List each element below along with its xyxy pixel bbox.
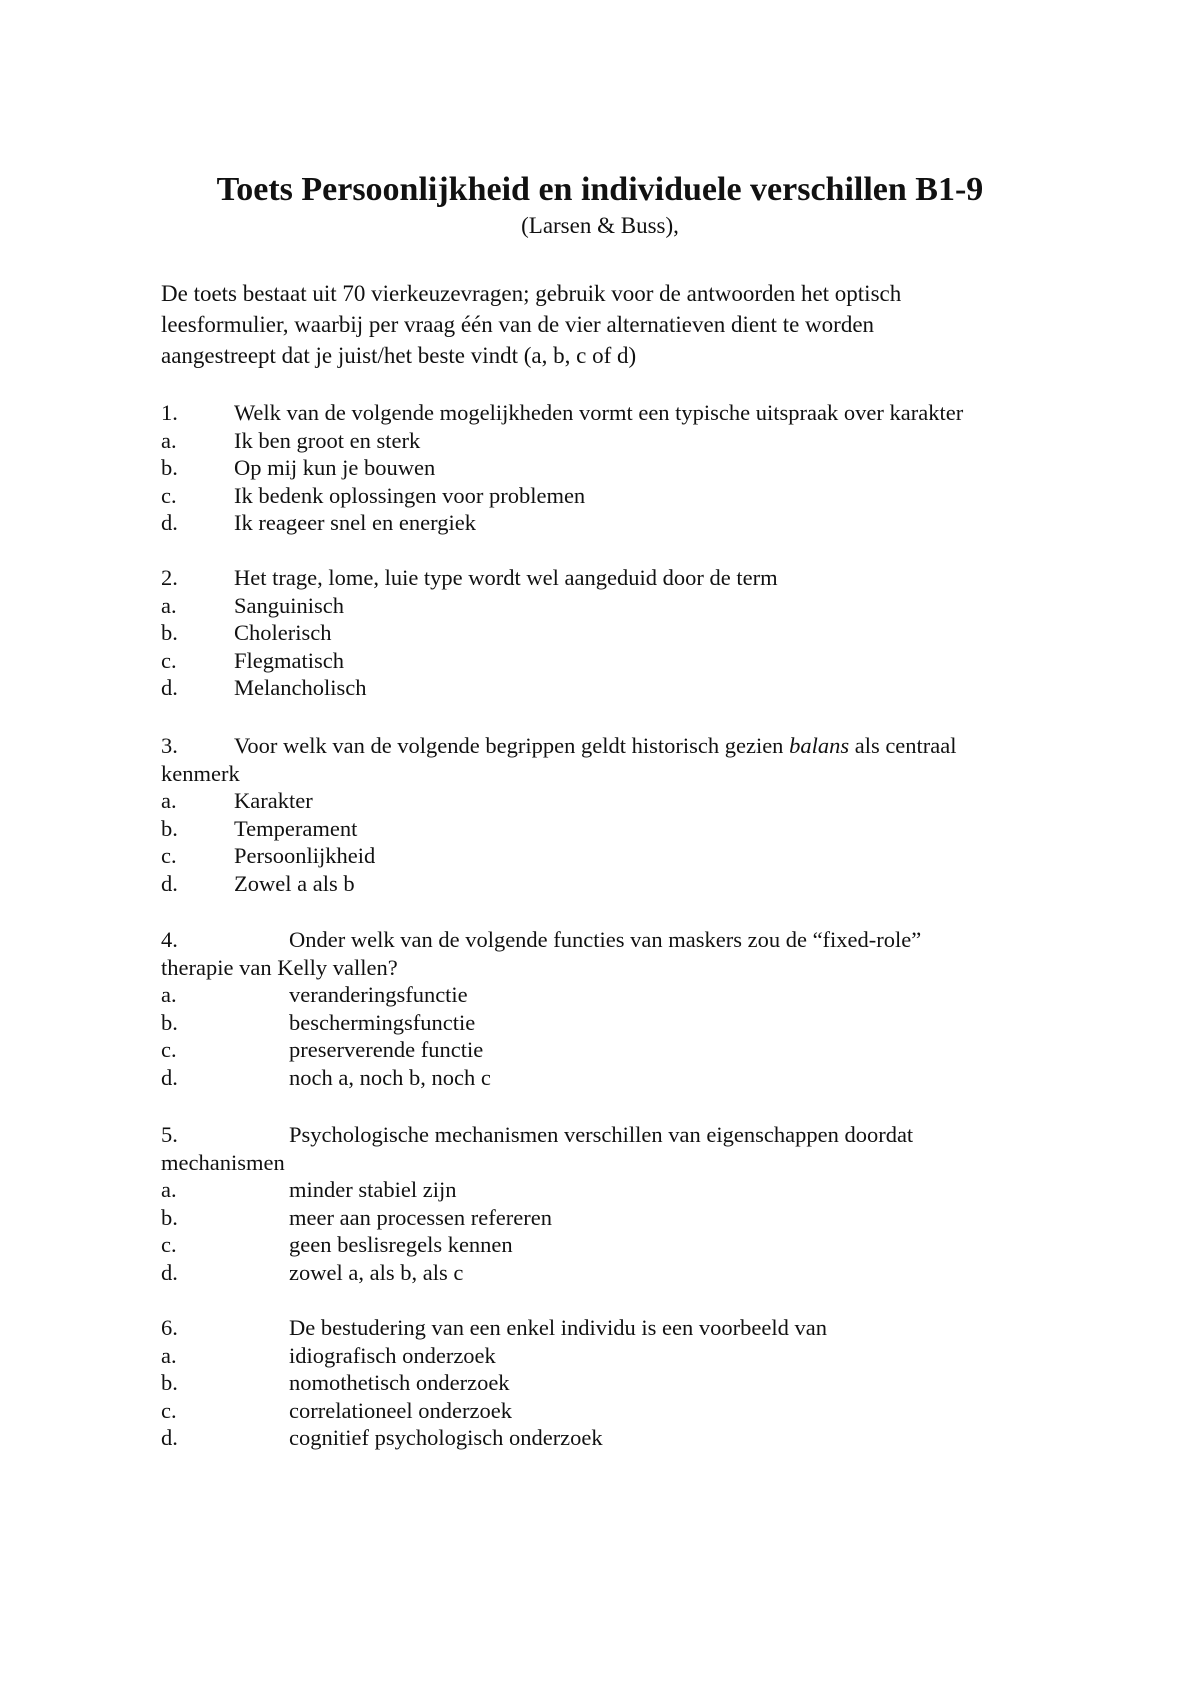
option-c xyxy=(161,1231,1061,1259)
option-label: a. xyxy=(161,982,177,1007)
instructions-line: leesformulier, waarbij per vraag één van de vier alternatieven dient te worden xyxy=(161,312,875,337)
option-text: noch a, noch b, noch c xyxy=(289,1064,491,1090)
option-label: c. xyxy=(161,1397,177,1423)
option-text: meer aan processen refereren xyxy=(289,1204,552,1230)
option-label: b. xyxy=(161,620,178,645)
option-label: d. xyxy=(161,1425,178,1450)
option-label: a. xyxy=(161,592,177,618)
question-stem xyxy=(161,1314,1061,1342)
option-a xyxy=(161,981,1061,1009)
option-d xyxy=(161,509,1061,537)
question-text xyxy=(234,732,957,760)
option-label: d. xyxy=(161,870,178,896)
question-stem xyxy=(161,732,1061,760)
question-text-part: Voor welk van de volgende begrippen geldt historisch gezien xyxy=(234,733,790,758)
document-subtitle: (Larsen & Buss), xyxy=(521,213,679,238)
option-b xyxy=(161,1369,1061,1397)
option-a xyxy=(161,592,1061,620)
option-text: zowel a, als b, als c xyxy=(289,1259,464,1285)
question-number: 2. xyxy=(161,565,178,590)
option-text: Ik ben groot en sterk xyxy=(234,427,421,453)
option-c xyxy=(161,842,1061,870)
question-stem xyxy=(161,926,1061,954)
question-text: Psychologische mechanismen verschillen van eigenschappen doordat xyxy=(289,1122,914,1147)
option-text: nomothetisch onderzoek xyxy=(289,1370,510,1395)
option-d xyxy=(161,870,1061,898)
option-text: veranderingsfunctie xyxy=(289,982,468,1007)
option-label: b. xyxy=(161,1009,178,1035)
question-3 xyxy=(161,732,1061,897)
option-label: b. xyxy=(161,1204,178,1230)
question-text: Welk van de volgende mogelijkheden vormt een typische uitspraak over karakter xyxy=(234,400,964,425)
option-b xyxy=(161,1009,1061,1037)
question-text: Het trage, lome, luie type wordt wel aangeduid door de term xyxy=(234,565,778,590)
option-text: beschermingsfunctie xyxy=(289,1009,476,1035)
option-d xyxy=(161,1424,1061,1452)
option-label: d. xyxy=(161,1259,178,1285)
option-text: Cholerisch xyxy=(234,620,332,645)
instructions-line: De toets bestaat uit 70 vierkeuzevragen; gebruik voor de antwoorden het optisch xyxy=(161,281,902,306)
option-text: cognitief psychologisch onderzoek xyxy=(289,1425,603,1450)
instructions-line: aangestreept dat je juist/het beste vindt (a, b, c of d) xyxy=(161,343,637,368)
option-d xyxy=(161,674,1061,702)
question-6 xyxy=(161,1314,1061,1452)
instructions-paragraph xyxy=(161,278,1041,371)
option-c xyxy=(161,647,1061,675)
option-a xyxy=(161,787,1061,815)
option-text: Karakter xyxy=(234,788,313,813)
option-d xyxy=(161,1259,1061,1287)
option-a xyxy=(161,1176,1061,1204)
question-text: De bestudering van een enkel individu is een voorbeeld van xyxy=(289,1315,827,1340)
question-text-part: als centraal xyxy=(849,733,957,758)
option-text: correlationeel onderzoek xyxy=(289,1397,513,1423)
option-text: geen beslisregels kennen xyxy=(289,1232,513,1257)
option-b xyxy=(161,1204,1061,1232)
option-c xyxy=(161,1036,1061,1064)
question-4 xyxy=(161,926,1061,1091)
option-label: c. xyxy=(161,843,177,868)
option-label: a. xyxy=(161,1177,177,1202)
option-label: b. xyxy=(161,815,178,841)
option-text: Sanguinisch xyxy=(234,592,344,618)
option-label: b. xyxy=(161,455,178,480)
question-number: 4. xyxy=(161,927,178,952)
option-d xyxy=(161,1064,1061,1092)
option-b xyxy=(161,454,1061,482)
option-text: preserverende functie xyxy=(289,1037,484,1062)
option-label: d. xyxy=(161,510,178,535)
option-c xyxy=(161,1397,1061,1425)
question-text: Onder welk van de volgende functies van maskers zou de “fixed-role” xyxy=(289,927,922,952)
option-label: d. xyxy=(161,1064,178,1090)
option-label: c. xyxy=(161,1037,177,1062)
option-a xyxy=(161,1342,1061,1370)
option-label: c. xyxy=(161,482,177,508)
option-text: Op mij kun je bouwen xyxy=(234,455,436,480)
document-title: Toets Persoonlijkheid en individuele verschillen B1-9 xyxy=(216,171,984,208)
option-label: a. xyxy=(161,788,177,813)
question-stem xyxy=(161,399,1061,427)
question-text-continuation: therapie van Kelly vallen? xyxy=(161,954,398,980)
option-text: Ik reageer snel en energiek xyxy=(234,510,476,535)
option-label: a. xyxy=(161,427,177,453)
option-text: minder stabiel zijn xyxy=(289,1177,457,1202)
option-b xyxy=(161,815,1061,843)
option-label: c. xyxy=(161,647,177,673)
option-text: Temperament xyxy=(234,815,358,841)
option-text: Ik bedenk oplossingen voor problemen xyxy=(234,482,586,508)
question-1 xyxy=(161,399,1061,537)
option-b xyxy=(161,619,1061,647)
question-number: 3. xyxy=(161,733,178,758)
question-text-continuation: mechanismen xyxy=(161,1149,285,1175)
question-stem xyxy=(161,1121,1061,1149)
question-text-continuation: kenmerk xyxy=(161,760,240,786)
question-stem xyxy=(161,564,1061,592)
option-label: a. xyxy=(161,1342,177,1368)
option-label: b. xyxy=(161,1370,178,1395)
option-a xyxy=(161,427,1061,455)
option-text: Persoonlijkheid xyxy=(234,843,376,868)
question-5 xyxy=(161,1121,1061,1286)
question-2 xyxy=(161,564,1061,702)
question-number: 1. xyxy=(161,400,178,425)
option-text: Flegmatisch xyxy=(234,647,344,673)
question-text-emphasis: balans xyxy=(789,733,850,758)
question-number: 6. xyxy=(161,1315,178,1340)
option-c xyxy=(161,482,1061,510)
question-number: 5. xyxy=(161,1122,178,1147)
option-text: Melancholisch xyxy=(234,675,367,700)
option-text: Zowel a als b xyxy=(234,870,355,896)
option-label: c. xyxy=(161,1232,177,1257)
option-text: idiografisch onderzoek xyxy=(289,1342,496,1368)
option-label: d. xyxy=(161,675,178,700)
